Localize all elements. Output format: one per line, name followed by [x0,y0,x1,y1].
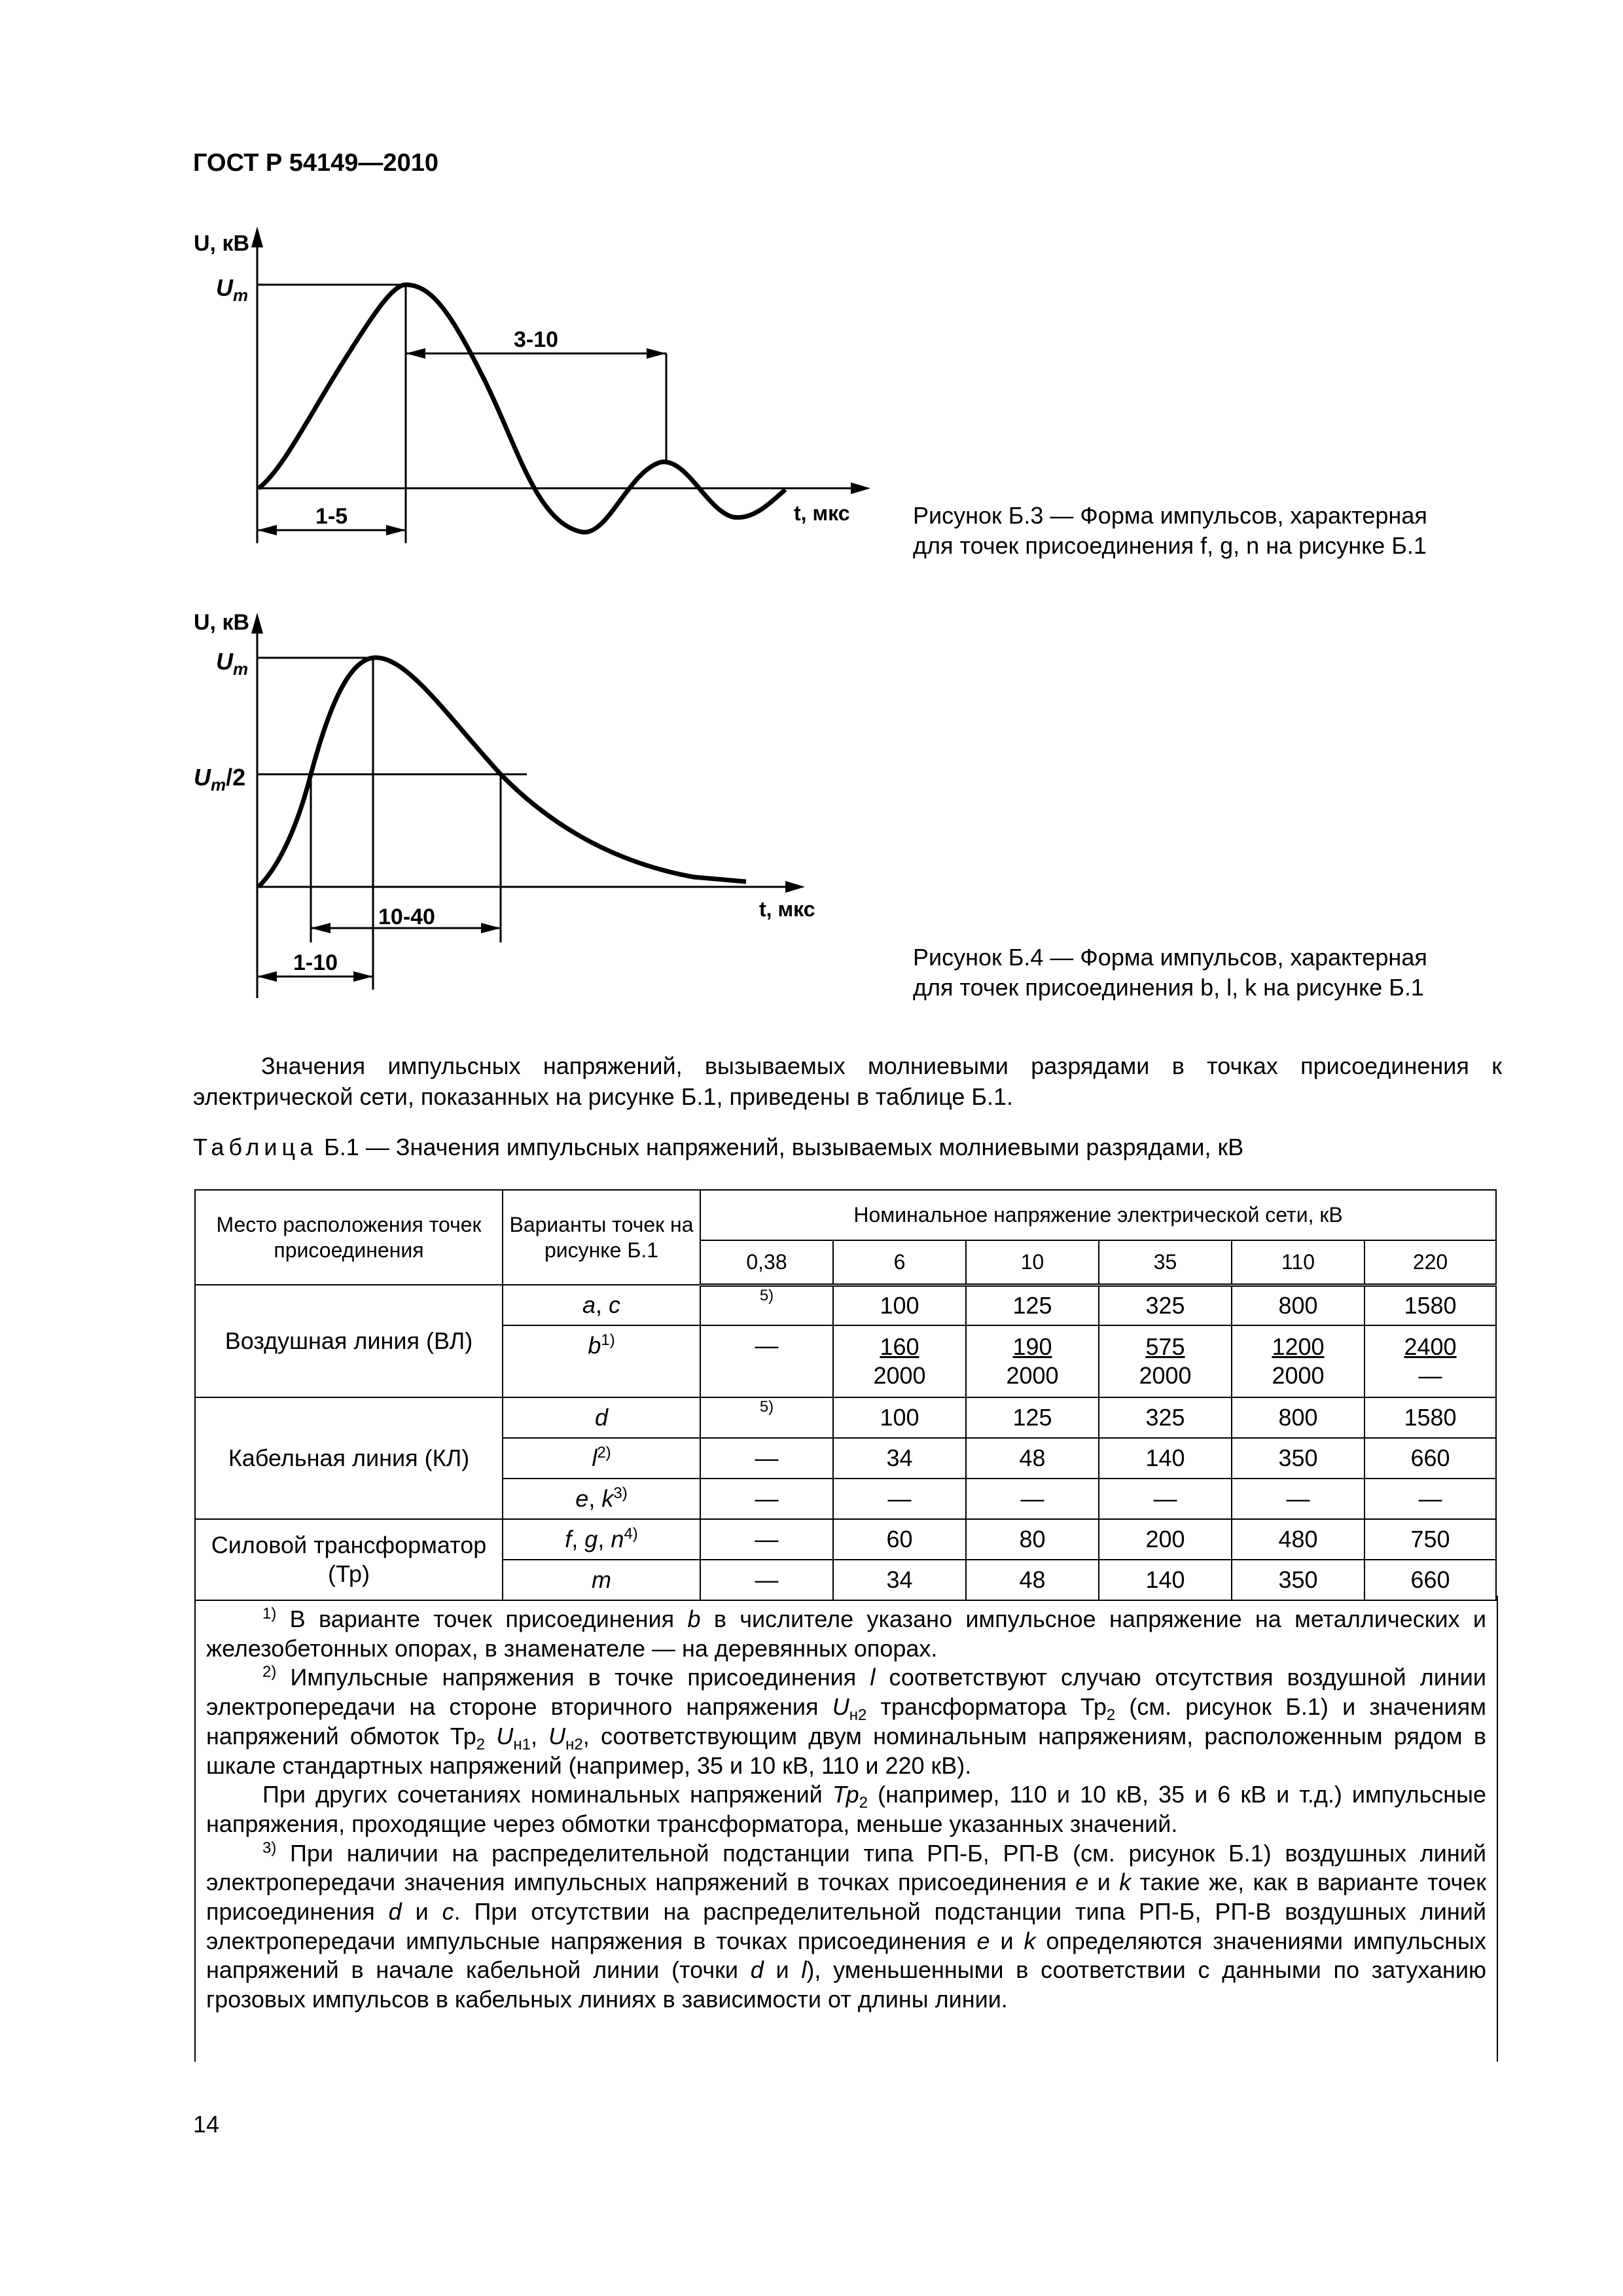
front-label: 1-10 [293,950,338,975]
halfwidth-label: 10-40 [378,905,435,929]
x-axis-arrow [785,881,805,893]
voltage-cell: 10 [966,1240,1099,1285]
body-text: Значения импульсных напряжений, вызываемых молниевыми разрядами в точках присоединения к электрической сети, показанных на рисунке Б.1, приведены в таблице Б.1. [193,1052,1502,1110]
impulse-curve [259,285,785,532]
table-row: Кабельная линия (КЛ) d $^{5)}$ 100 125 325 800 1580 [195,1397,1496,1438]
point-cell: f, g, $n^{4)}$ [503,1519,700,1560]
figure-b3-caption-line1: Рисунок Б.3 — Форма импульсов, характерная [913,502,1427,529]
voltage-cell: 6 [833,1240,966,1285]
standard-header: ГОСТ Р 54149—2010 [193,149,438,177]
x-axis-label: t, мкс [759,897,815,921]
figure-b4-caption-line2: для точек присоединения b, l, k на рисунке Б.1 [913,974,1424,1001]
figure-b3-caption-line2: для точек присоединения f, g, n на рисунке Б.1 [913,532,1427,559]
half-label: $U_m/2$ [194,764,246,795]
body-paragraph [193,1050,1502,1112]
col-points-header: Варианты точек на рисунке Б.1 [503,1190,700,1285]
figure-b4-caption [913,942,1427,1003]
point-cell: d [503,1397,700,1438]
note-3: $^{3)}$ При наличии на распределительной подстанции типа РП-Б, РП-В (см. рисунок Б.1) воздушных линий электропередачи значения импульсных напряжений в точках присоединения e и k такие же, как в варианте точек присоединения d и c. При отсутствии на распределительной подстанции типа РП-Б, РП-В воздушных линий электропередачи импульсные напряжения в точках присоединения e и k определяются значениями импульсных напряжений в начале кабельной линии (точки d и l), уменьшенными в соответствии с данными по затуханию грозовых импульсов в кабельных линиях в зависимости от длины линии. [206,1839,1487,2013]
voltage-table [194,1189,1497,1601]
figure-b3-diagram [177,216,883,556]
figure-b3-caption [913,501,1427,561]
group-transformer: Силовой трансформатор (Тр) [195,1519,503,1600]
note-2b: При других сочетаниях номинальных напряжений $Тр_2$ (например, 110 и 10 кВ, 35 и 6 кВ и т.д.) импульсные напряжения, проходящие через обмотки трансформатора, меньше указанных значений. [206,1781,1486,1837]
group-overhead: Воздушная линия (ВЛ) [195,1285,503,1397]
figure-b4-caption-line1: Рисунок Б.4 — Форма импульсов, характерная [913,944,1427,971]
voltage-cell: 35 [1099,1240,1232,1285]
x-axis-label: t, мкс [794,501,850,525]
x-axis-arrow [851,482,870,494]
impulse-curve [259,658,746,887]
y-axis-label: U, кВ [194,231,250,256]
group-cable: Кабельная линия (КЛ) [195,1397,503,1519]
col-nominal-header: Номинальное напряжение электрической сети, кВ [700,1190,1496,1240]
note-2: $^{2)}$ Импульсные напряжения в точке присоединения l соответствуют случаю отсутствия воздушной линии электропередачи на стороне вторичного напряжения $U_{н2}$ трансформатора $Тр_2$ (см. рисунок Б.1) и значениям напряжений обмоток $Тр_2$ $U_{н1}$, $U_{н2}$, соответствующим двум номинальным напряжениям, расположенным рядом в шкале стандартных напряжений (например, 35 и 10 кВ, 110 и 220 кВ). [206,1663,1486,1779]
page-number: 14 [193,2111,220,2138]
table-notes [194,1596,1498,2062]
note-1: $^{1)}$ В варианте точек присоединения b в числителе указано импульсное напряжение на металлических и железобетонных опорах, в знаменателе — на деревянных опорах. [206,1605,1487,1662]
table-row: Силовой трансформатор (Тр) f, g, $n^{4)}$ — 60 80 200 480 750 [195,1519,1496,1560]
table-caption: Таблица Б.1 — Значения импульсных напряжений, вызываемых молниевыми разрядами, кВ [193,1134,1244,1160]
point-cell: a, c [503,1285,700,1325]
table-row: $b^{1)}$ — 160 2000 190 2000 575 2000 1200 2000 2400 — [195,1325,1496,1397]
table-row: Воздушная линия (ВЛ) a, c $^{5)}$ 100 125 325 800 1580 [195,1285,1496,1325]
voltage-cell: 0,38 [700,1240,833,1285]
col-place-header: Место расположения точек присоединения [195,1190,503,1285]
y-axis-label: U, кВ [194,610,250,635]
y-axis-arrow [251,226,263,247]
voltage-cell: 220 [1364,1240,1496,1285]
table-row: $l^{2)}$ — 34 48 140 350 660 [195,1438,1496,1479]
point-cell: m [503,1560,700,1600]
peak-label: $U_m$ [216,274,249,305]
table-row: m — 34 48 140 350 660 [195,1560,1496,1600]
period-label: 3-10 [514,327,559,352]
rise-label: 1-5 [315,504,348,529]
table-row: e, $k^{3)}$ — — — — — — [195,1479,1496,1519]
voltage-cell: 110 [1232,1240,1364,1285]
point-cell: $b^{1)}$ [503,1325,700,1397]
table-header-row [195,1190,1496,1240]
figure-b4-diagram [177,596,883,1001]
point-cell: $l^{2)}$ [503,1438,700,1479]
point-cell: e, $k^{3)}$ [503,1479,700,1519]
y-axis-arrow [251,613,263,634]
peak-label: $U_m$ [216,648,249,679]
